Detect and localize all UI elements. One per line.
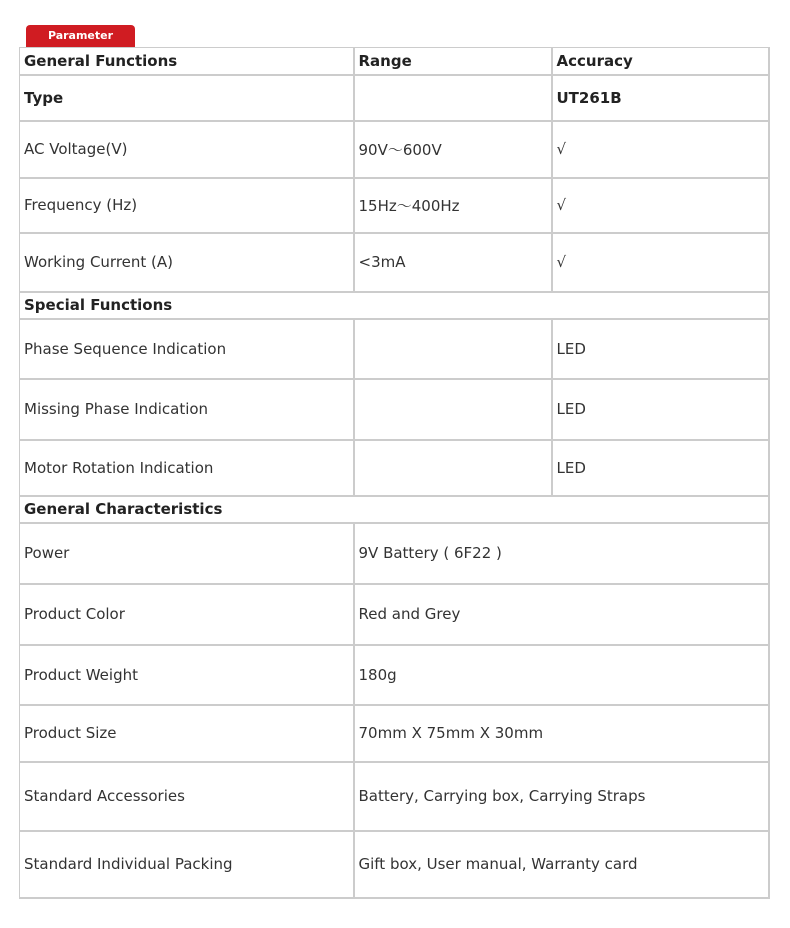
special-name: Missing Phase Indication	[20, 379, 354, 440]
special-range	[354, 319, 552, 379]
function-check: √	[552, 178, 769, 233]
function-range: <3mA	[354, 233, 552, 292]
function-range: 90V～600V	[354, 121, 552, 178]
function-check: √	[552, 121, 769, 178]
table-row	[20, 319, 769, 379]
header-general-functions: General Functions	[20, 48, 354, 75]
characteristic-value: 9V Battery ( 6F22 )	[354, 523, 769, 584]
table-row	[20, 440, 769, 496]
characteristic-name: Product Color	[20, 584, 354, 645]
characteristic-name: Product Size	[20, 705, 354, 762]
characteristic-name: Product Weight	[20, 645, 354, 705]
type-row	[20, 75, 769, 121]
parameter-tab: Parameter	[26, 25, 135, 47]
special-value: LED	[552, 379, 769, 440]
table-row	[20, 523, 769, 584]
parameter-table	[19, 47, 770, 899]
table-row	[20, 233, 769, 292]
header-row	[20, 48, 769, 75]
section-header-special	[20, 292, 769, 319]
special-value: LED	[552, 440, 769, 496]
characteristic-value: 180g	[354, 645, 769, 705]
characteristic-value: Battery, Carrying box, Carrying Straps	[354, 762, 769, 831]
type-range	[354, 75, 552, 121]
special-name: Phase Sequence Indication	[20, 319, 354, 379]
special-functions-title: Special Functions	[20, 292, 769, 319]
general-characteristics-title: General Characteristics	[20, 496, 769, 523]
table-row	[20, 762, 769, 831]
characteristic-name: Standard Accessories	[20, 762, 354, 831]
special-name: Motor Rotation Indication	[20, 440, 354, 496]
table-row	[20, 379, 769, 440]
table-row	[20, 121, 769, 178]
table-row	[20, 705, 769, 762]
special-range	[354, 440, 552, 496]
special-value: LED	[552, 319, 769, 379]
function-name: AC Voltage(V)	[20, 121, 354, 178]
function-range: 15Hz～400Hz	[354, 178, 552, 233]
header-range: Range	[354, 48, 552, 75]
function-name: Working Current (A)	[20, 233, 354, 292]
special-range	[354, 379, 552, 440]
table-row	[20, 584, 769, 645]
characteristic-value: Gift box, User manual, Warranty card	[354, 831, 769, 898]
section-header-characteristics	[20, 496, 769, 523]
type-label: Type	[20, 75, 354, 121]
table-row	[20, 831, 769, 898]
table-row	[20, 645, 769, 705]
characteristic-name: Standard Individual Packing	[20, 831, 354, 898]
characteristic-value: Red and Grey	[354, 584, 769, 645]
characteristic-value: 70mm X 75mm X 30mm	[354, 705, 769, 762]
table-row	[20, 178, 769, 233]
header-accuracy: Accuracy	[552, 48, 769, 75]
function-check: √	[552, 233, 769, 292]
model-name: UT261B	[552, 75, 769, 121]
function-name: Frequency (Hz)	[20, 178, 354, 233]
characteristic-name: Power	[20, 523, 354, 584]
